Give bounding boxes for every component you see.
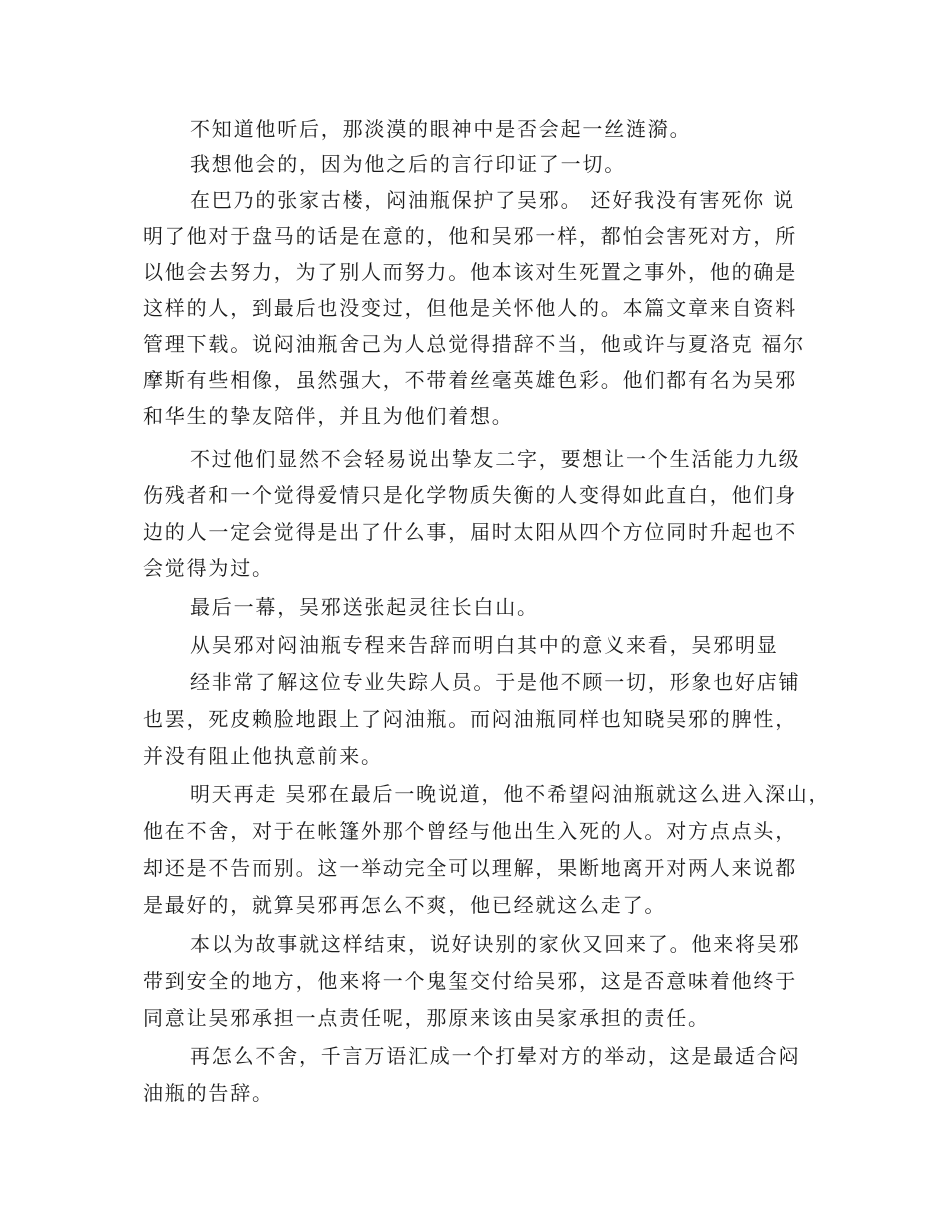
text-line: 会觉得为过。 xyxy=(143,556,274,580)
text-line: 明了他对于盘马的话是在意的，他和吴邪一样，都怕会害死对方，所 xyxy=(143,224,797,248)
text-line: 是最好的，就算吴邪再怎么不爽，他已经就这么走了。 xyxy=(143,893,667,917)
text-line: 不知道他听后，那淡漠的眼神中是否会起一丝涟漪。 xyxy=(190,117,692,141)
text-line: 这样的人，到最后也没变过，但他是关怀他人的。本篇文章来自资料 xyxy=(143,296,797,320)
text-line: 再怎么不舍，千言万语汇成一个打晕对方的举动，这是最适合闷 xyxy=(190,1044,801,1068)
text-line: 带到安全的地方，他来将一个鬼玺交付给吴邪，这是否意味着他终于 xyxy=(143,969,797,993)
text-line: 我想他会的，因为他之后的言行印证了一切。 xyxy=(190,152,626,176)
text-line: 却还是不告而别。这一举动完全可以理解，果断地离开对两人来说都 xyxy=(143,856,797,880)
text-line: 伤残者和一个觉得爱情只是化学物质失衡的人变得如此直白，他们身 xyxy=(143,483,797,507)
text-line: 不过他们显然不会轻易说出挚友二字，要想让一个生活能力九级 xyxy=(190,447,801,471)
text-line: 他在不舍，对于在帐篷外那个曾经与他出生入死的人。对方点点头， xyxy=(143,819,797,843)
text-line: 以他会去努力，为了别人而努力。他本该对生死置之事外，他的确是 xyxy=(143,260,797,284)
text-line: 摩斯有些相像，虽然强大，不带着丝毫英雄色彩。他们都有名为吴邪 xyxy=(143,368,797,392)
text-line: 明天再走 吴邪在最后一晚说道，他不希望闷油瓶就这么进入深山， xyxy=(190,782,831,806)
text-line: 在巴乃的张家古楼，闷油瓶保护了吴邪。 还好我没有害死你 说 xyxy=(190,188,795,212)
text-line: 也罢，死皮赖脸地跟上了闷油瓶。而闷油瓶同样也知晓吴邪的脾性， xyxy=(143,707,797,731)
text-line: 和华生的挚友陪伴，并且为他们着想。 xyxy=(143,404,514,428)
text-line: 最后一幕，吴邪送张起灵往长白山。 xyxy=(190,595,539,619)
text-line: 边的人一定会觉得是出了什么事，届时太阳从四个方位同时升起也不 xyxy=(143,520,797,544)
text-line: 并没有阻止他执意前来。 xyxy=(143,744,383,768)
text-line: 经非常了解这位专业失踪人员。于是他不顾一切，形象也好店铺 xyxy=(190,670,801,694)
text-line: 本以为故事就这样结束，说好诀别的家伙又回来了。他来将吴邪 xyxy=(190,932,801,956)
text-line: 同意让吴邪承担一点责任呢，那原来该由吴家承担的责任。 xyxy=(143,1006,710,1030)
text-line: 油瓶的告辞。 xyxy=(143,1081,274,1105)
text-line: 管理下载。说闷油瓶舍己为人总觉得措辞不当，他或许与夏洛克 福尔 xyxy=(143,332,806,356)
text-line: 从吴邪对闷油瓶专程来告辞而明白其中的意义来看，吴邪明显 xyxy=(190,633,779,657)
